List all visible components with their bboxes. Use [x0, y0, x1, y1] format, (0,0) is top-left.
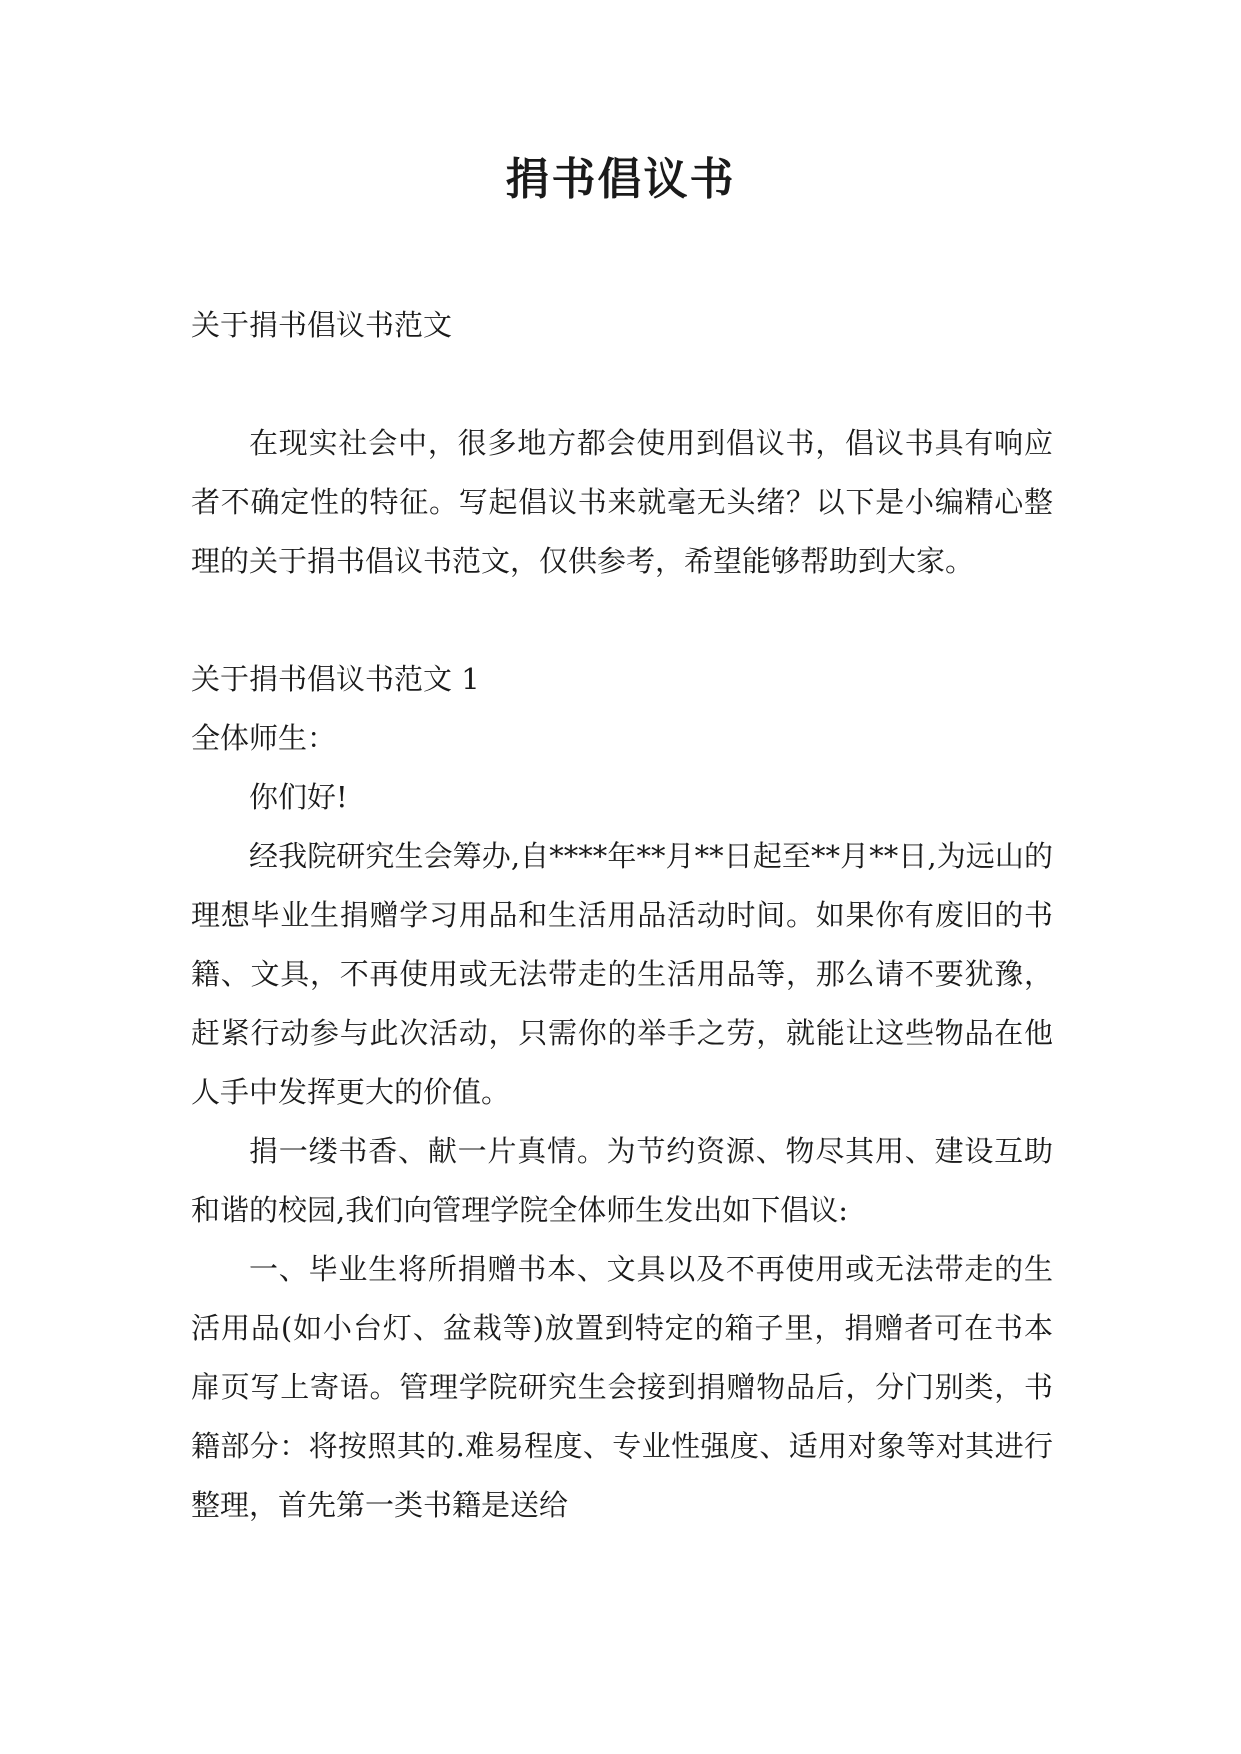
greeting: 你们好! — [249, 780, 348, 814]
document-title: 捐书倡议书 — [505, 154, 736, 205]
body-paragraph: 一、毕业生将所捐赠书本、文具以及不再使用或无法带走的生活用品(如小台灯、盆栽等)放置到特定的箱子里，捐赠者可在书本扉页写上寄语。管理学院研究生会接到捐赠物品后，分门别类，书籍部分：将按照其的.难易程度、专业性强度、适用对象等对其进行整理，首先第一类书籍是送给 — [191, 1252, 1053, 1522]
document-subtitle: 关于捐书倡议书范文 — [191, 308, 453, 342]
section-heading: 关于捐书倡议书范文 1 — [191, 662, 480, 696]
document-body — [191, 296, 1053, 1535]
intro-paragraph: 在现实社会中，很多地方都会使用到倡议书，倡议书具有响应者不确定性的特征。写起倡议书来就毫无头绪？以下是小编精心整理的关于捐书倡议书范文，仅供参考，希望能够帮助到大家。 — [191, 426, 1053, 578]
salutation: 全体师生： — [191, 721, 337, 755]
body-paragraph: 经我院研究生会筹办,自****年**月**日起至**月**日,为远山的理想毕业生捐赠学习用品和生活用品活动时间。如果你有废旧的书籍、文具，不再使用或无法带走的生活用品等，那么请不要犹豫，赶紧行动参与此次活动，只需你的举手之劳，就能让这些物品在他人手中发挥更大的价值。 — [191, 839, 1053, 1109]
body-paragraph: 捐一缕书香、献一片真情。为节约资源、物尽其用、建设互助和谐的校园,我们向管理学院全体师生发出如下倡议: — [191, 1134, 1053, 1227]
